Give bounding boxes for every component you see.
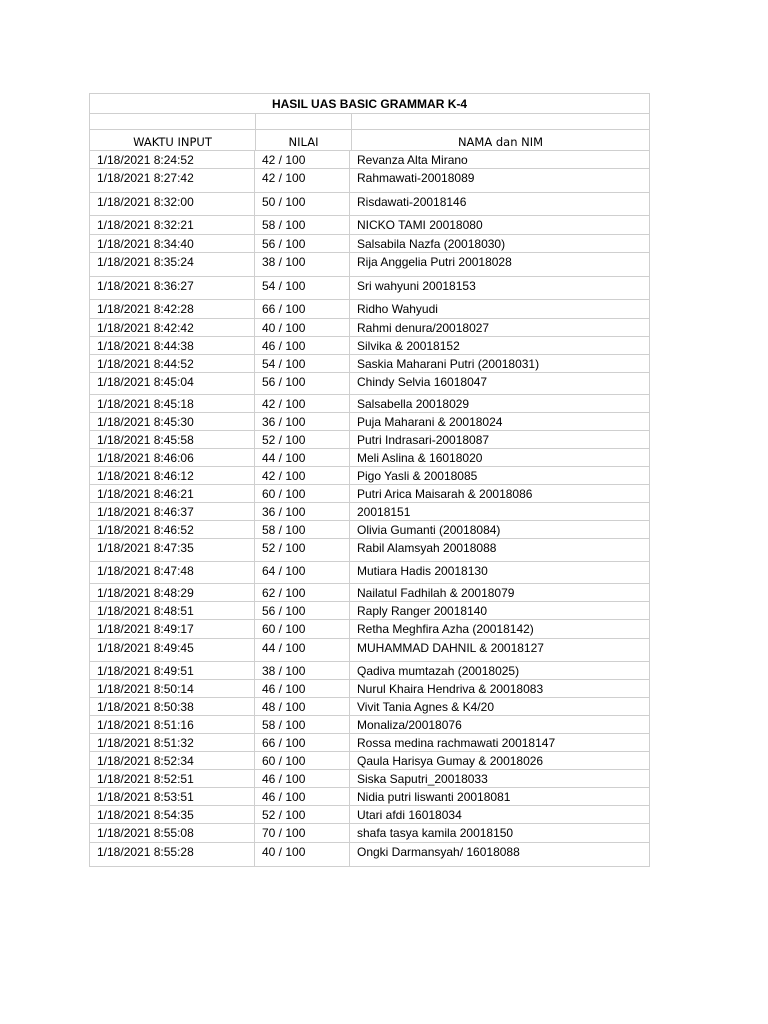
cell-waktu-input: 1/18/2021 8:48:29 (90, 584, 255, 601)
cell-nilai: 46 / 100 (255, 680, 350, 697)
cell-waktu-input: 1/18/2021 8:44:52 (90, 355, 255, 372)
cell-nama-nim: Chindy Selvia 16018047 (357, 375, 488, 389)
cell-nilai: 48 / 100 (255, 698, 350, 715)
blank-cell (90, 114, 256, 129)
table-row (90, 679, 649, 697)
table-row (90, 448, 649, 466)
cell-nama-nim: Risdawati-20018146 (357, 195, 467, 209)
cell-waktu-input: 1/18/2021 8:45:18 (90, 395, 255, 412)
cell-nama-nim: Silvika & 20018152 (357, 339, 460, 353)
table-row (90, 733, 649, 751)
cell-nilai: 66 / 100 (255, 734, 350, 751)
cell-waktu-input: 1/18/2021 8:50:38 (90, 698, 255, 715)
cell-nilai: 40 / 100 (255, 843, 350, 866)
cell-nama-nim: Meli Aslina & 16018020 (357, 451, 483, 465)
table-row (90, 168, 649, 192)
cell-nilai: 50 / 100 (255, 193, 350, 215)
cell-nama-nim: shafa tasya kamila 20018150 (357, 826, 514, 840)
cell-nama-nim: Mutiara Hadis 20018130 (357, 564, 488, 578)
cell-waktu-input: 1/18/2021 8:46:06 (90, 449, 255, 466)
cell-nama-nim: Rija Anggelia Putri 20018028 (357, 255, 512, 269)
table-row (90, 520, 649, 538)
cell-nama-nim: Rahmi denura/20018027 (357, 321, 490, 335)
cell-waktu-input: 1/18/2021 8:49:45 (90, 639, 255, 661)
header-nilai: NILAI (256, 130, 352, 150)
cell-nilai: 56 / 100 (255, 373, 350, 394)
table-row (90, 661, 649, 679)
cell-nilai: 38 / 100 (255, 253, 350, 276)
table-row (90, 769, 649, 787)
table-row (90, 336, 649, 354)
cell-nama-nim: Rossa medina rachmawati 20018147 (357, 736, 556, 750)
cell-waktu-input: 1/18/2021 8:49:17 (90, 620, 255, 638)
cell-waktu-input: 1/18/2021 8:35:24 (90, 253, 255, 276)
cell-waktu-input: 1/18/2021 8:52:34 (90, 752, 255, 769)
cell-waktu-input: 1/18/2021 8:42:28 (90, 300, 255, 318)
cell-waktu-input: 1/18/2021 8:52:51 (90, 770, 255, 787)
cell-waktu-input: 1/18/2021 8:36:27 (90, 277, 255, 299)
table-row (90, 601, 649, 619)
cell-waktu-input: 1/18/2021 8:45:04 (90, 373, 255, 394)
table-body (90, 150, 649, 866)
table-row (90, 638, 649, 661)
cell-nama-nim: Ridho Wahyudi (357, 302, 438, 316)
cell-nama-nim: Sri wahyuni 20018153 (357, 279, 476, 293)
table-row (90, 354, 649, 372)
cell-waktu-input: 1/18/2021 8:47:35 (90, 539, 255, 561)
cell-waktu-input: 1/18/2021 8:55:08 (90, 824, 255, 842)
table-row (90, 484, 649, 502)
cell-waktu-input: 1/18/2021 8:55:28 (90, 843, 255, 866)
cell-waktu-input: 1/18/2021 8:32:00 (90, 193, 255, 215)
cell-waktu-input: 1/18/2021 8:32:21 (90, 216, 255, 234)
table-row (90, 561, 649, 583)
cell-nama-nim: Olivia Gumanti (20018084) (357, 523, 501, 537)
cell-nilai: 64 / 100 (255, 562, 350, 583)
table-row (90, 583, 649, 601)
table-row (90, 318, 649, 336)
cell-nama-nim: Retha Meghfira Azha (20018142) (357, 622, 534, 636)
cell-waktu-input: 1/18/2021 8:47:48 (90, 562, 255, 583)
cell-waktu-input: 1/18/2021 8:51:16 (90, 716, 255, 733)
cell-waktu-input: 1/18/2021 8:53:51 (90, 788, 255, 805)
table-title: HASIL UAS BASIC GRAMMAR K-4 (90, 94, 649, 114)
cell-nilai: 46 / 100 (255, 770, 350, 787)
header-nama-nim: NAMA dan NIM (457, 135, 544, 149)
cell-nilai: 56 / 100 (255, 602, 350, 619)
cell-waktu-input: 1/18/2021 8:46:37 (90, 503, 255, 520)
cell-nilai: 52 / 100 (255, 431, 350, 448)
cell-nilai: 62 / 100 (255, 584, 350, 601)
header-waktu-input: WAKTU INPUT (90, 130, 256, 150)
cell-nama-nim: Nailatul Fadhilah & 20018079 (357, 586, 515, 600)
cell-nilai: 52 / 100 (255, 539, 350, 561)
cell-waktu-input: 1/18/2021 8:54:35 (90, 806, 255, 823)
cell-nama-nim: Nidia putri liswanti 20018081 (357, 790, 511, 804)
blank-cell (352, 114, 649, 129)
cell-nilai: 36 / 100 (255, 413, 350, 430)
cell-nilai: 60 / 100 (255, 620, 350, 638)
cell-waktu-input: 1/18/2021 8:51:32 (90, 734, 255, 751)
cell-nilai: 58 / 100 (255, 216, 350, 234)
cell-nilai: 42 / 100 (255, 169, 350, 192)
cell-nama-nim: Ongki Darmansyah/ 16018088 (357, 845, 520, 859)
table-row (90, 276, 649, 299)
cell-nilai: 52 / 100 (255, 806, 350, 823)
cell-nilai: 42 / 100 (255, 467, 350, 484)
cell-waktu-input: 1/18/2021 8:24:52 (90, 151, 255, 168)
cell-nilai: 40 / 100 (255, 319, 350, 336)
table-row (90, 372, 649, 394)
cell-nama-nim: Qaula Harisya Gumay & 20018026 (357, 754, 544, 768)
cell-nilai: 46 / 100 (255, 788, 350, 805)
cell-nilai: 42 / 100 (255, 151, 350, 168)
header-row (90, 130, 649, 150)
cell-nama-nim: Nurul Khaira Hendriva & 20018083 (357, 682, 544, 696)
table-row (90, 252, 649, 276)
cell-nama-nim: Salsabella 20018029 (357, 397, 470, 411)
cell-waktu-input: 1/18/2021 8:42:42 (90, 319, 255, 336)
cell-nilai: 60 / 100 (255, 752, 350, 769)
cell-waktu-input: 1/18/2021 8:46:12 (90, 467, 255, 484)
table-row (90, 538, 649, 561)
cell-nama-nim: 20018151 (357, 505, 411, 519)
table-row (90, 697, 649, 715)
cell-nama-nim: Utari afdi 16018034 (357, 808, 462, 822)
cell-waktu-input: 1/18/2021 8:34:40 (90, 235, 255, 252)
cell-nilai: 44 / 100 (255, 449, 350, 466)
cell-waktu-input: 1/18/2021 8:49:51 (90, 662, 255, 679)
table-row (90, 394, 649, 412)
cell-nilai: 58 / 100 (255, 716, 350, 733)
table-row (90, 787, 649, 805)
cell-nilai: 38 / 100 (255, 662, 350, 679)
cell-nilai: 56 / 100 (255, 235, 350, 252)
table-row (90, 823, 649, 842)
blank-cell (256, 114, 352, 129)
cell-nilai: 54 / 100 (255, 277, 350, 299)
blank-row (90, 114, 649, 130)
cell-waktu-input: 1/18/2021 8:46:21 (90, 485, 255, 502)
table-row (90, 751, 649, 769)
cell-waktu-input: 1/18/2021 8:45:30 (90, 413, 255, 430)
table-row (90, 466, 649, 484)
cell-nama-nim: Putri Indrasari-20018087 (357, 433, 490, 447)
cell-waktu-input: 1/18/2021 8:50:14 (90, 680, 255, 697)
cell-nama-nim: Monaliza/20018076 (357, 718, 462, 732)
table-row (90, 150, 649, 168)
cell-waktu-input: 1/18/2021 8:27:42 (90, 169, 255, 192)
cell-nilai: 42 / 100 (255, 395, 350, 412)
table-row (90, 430, 649, 448)
cell-nilai: 46 / 100 (255, 337, 350, 354)
cell-waktu-input: 1/18/2021 8:48:51 (90, 602, 255, 619)
cell-waktu-input: 1/18/2021 8:46:52 (90, 521, 255, 538)
table-row (90, 299, 649, 318)
cell-nama-nim: Putri Arica Maisarah & 20018086 (357, 487, 533, 501)
cell-nama-nim: MUHAMMAD DAHNIL & 20018127 (357, 641, 544, 655)
cell-nilai: 58 / 100 (255, 521, 350, 538)
table-row (90, 842, 649, 866)
cell-nama-nim: Siska Saputri_20018033 (357, 772, 488, 786)
table-row (90, 805, 649, 823)
cell-waktu-input: 1/18/2021 8:44:38 (90, 337, 255, 354)
table-row (90, 412, 649, 430)
cell-nama-nim: Vivit Tania Agnes & K4/20 (357, 700, 494, 714)
cell-nama-nim: Pigo Yasli & 20018085 (357, 469, 478, 483)
cell-nama-nim: Rahmawati-20018089 (357, 171, 475, 185)
cell-nama-nim: Puja Maharani & 20018024 (357, 415, 503, 429)
table-row (90, 502, 649, 520)
table-row (90, 215, 649, 234)
cell-nama-nim: Salsabila Nazfa (20018030) (357, 237, 506, 251)
cell-waktu-input: 1/18/2021 8:45:58 (90, 431, 255, 448)
cell-nama-nim: NICKO TAMI 20018080 (357, 218, 483, 232)
table-row (90, 192, 649, 215)
cell-nama-nim: Rabil Alamsyah 20018088 (357, 541, 497, 555)
table-row (90, 715, 649, 733)
results-table (89, 93, 650, 867)
cell-nama-nim: Qadiva mumtazah (20018025) (357, 664, 520, 678)
cell-nilai: 60 / 100 (255, 485, 350, 502)
cell-nilai: 54 / 100 (255, 355, 350, 372)
cell-nilai: 66 / 100 (255, 300, 350, 318)
cell-nama-nim: Revanza Alta Mirano (357, 153, 468, 167)
cell-nama-nim: Raply Ranger 20018140 (357, 604, 488, 618)
table-row (90, 234, 649, 252)
cell-nilai: 70 / 100 (255, 824, 350, 842)
cell-nilai: 36 / 100 (255, 503, 350, 520)
table-row (90, 619, 649, 638)
cell-nilai: 44 / 100 (255, 639, 350, 661)
cell-nama-nim: Saskia Maharani Putri (20018031) (357, 357, 540, 371)
